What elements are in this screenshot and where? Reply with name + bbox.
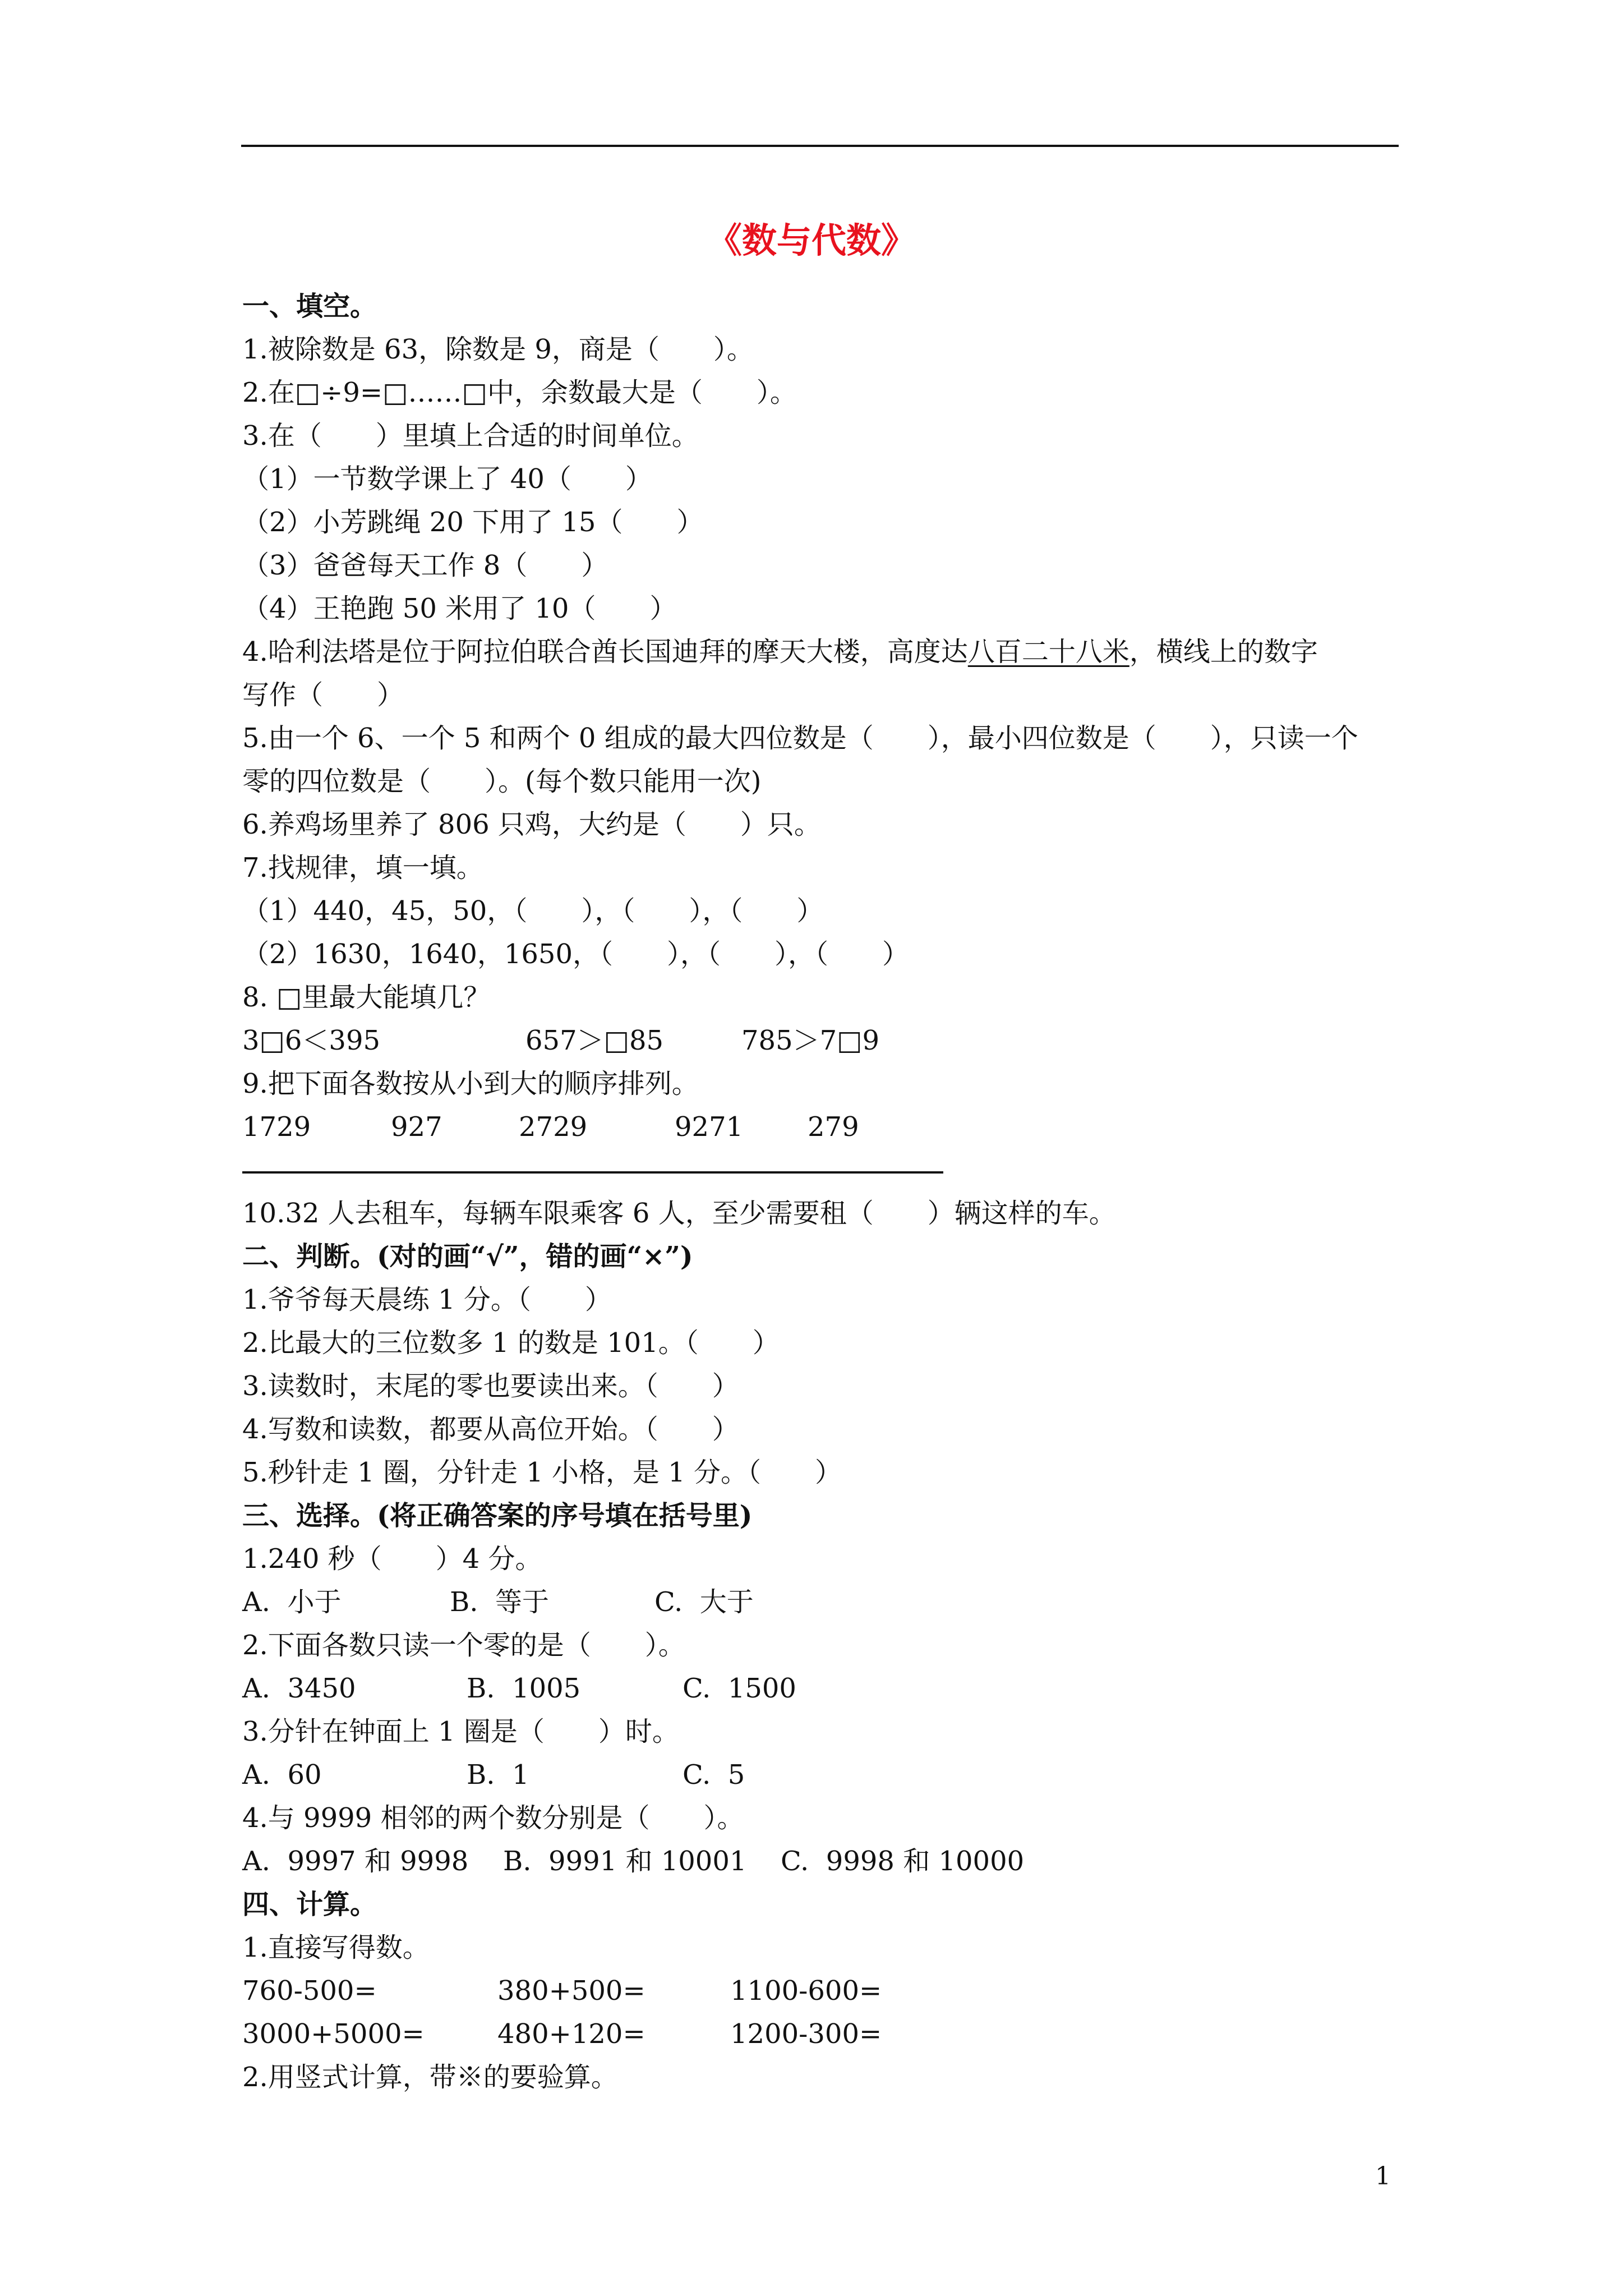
q9-number: 2729 [519, 1111, 588, 1143]
s3-question-3: 3.分针在钟面上 1 圈是（ ）时。 [242, 1716, 679, 1747]
calc-item: 380+500= [497, 1975, 645, 2007]
s3-question-1-options [242, 1581, 1409, 1624]
s3-question-3-options [242, 1754, 1409, 1797]
s1-question-9-items [242, 1106, 1409, 1149]
q8-item: 657＞□85 [525, 1025, 664, 1056]
page-number: 1 [1375, 2162, 1391, 2191]
s3-question-2: 2.下面各数只读一个零的是（ ）。 [242, 1630, 685, 1661]
s1-question-7: 7.找规律，填一填。 [242, 852, 483, 884]
s1-question-4-line-1 [242, 631, 1409, 674]
s1-question-2: 2.在□÷9=□……□中，余数最大是（ ）。 [242, 377, 797, 408]
s1-question-1: 1.被除数是 63，除数是 9，商是（ ）。 [242, 334, 754, 365]
s2-question-4: 4.写数和读数，都要从高位开始。（ ） [242, 1414, 739, 1445]
s4-question-2: 2.用竖式计算，带※的要验算。 [242, 2062, 618, 2093]
calc-item: 480+120= [497, 2018, 645, 2050]
section-2-heading: 二、判断。(对的画“√”，错的画“×”) [242, 1241, 693, 1272]
calc-item: 760-500= [242, 1975, 377, 2007]
q8-item: 3□6＜395 [242, 1025, 381, 1056]
s1-question-10: 10.32 人去租车，每辆车限乘客 6 人，至少需要租（ ）辆这样的车。 [242, 1198, 1116, 1229]
s1-question-5-line-1: 5.由一个 6、一个 5 和两个 0 组成的最大四位数是（ ），最小四位数是（ ），只读一个 [242, 723, 1358, 754]
s3-question-2-options [242, 1667, 1409, 1710]
option-b: B. 等于 [450, 1586, 550, 1618]
s2-question-1: 1.爷爷每天晨练 1 分。（ ） [242, 1284, 612, 1315]
s1-question-6: 6.养鸡场里养了 806 只鸡，大约是（ ）只。 [242, 809, 821, 840]
calc-item: 3000+5000= [242, 2018, 425, 2050]
q9-number: 9271 [675, 1111, 744, 1143]
header-rule [241, 145, 1399, 147]
q4-text-b: ，横线上的数字 [1129, 636, 1318, 668]
calc-item: 1200-300= [730, 2018, 882, 2050]
q4-underlined-number: 八百二十八米 [967, 636, 1129, 668]
s1-question-7-1: （1）440，45，50，（ ），（ ），（ ） [242, 895, 824, 927]
s1-question-7-2: （2）1630，1640，1650，（ ），（ ），（ ） [242, 938, 910, 970]
option-b: B. 1005 [467, 1673, 581, 1704]
s4-question-1: 1.直接写得数。 [242, 1932, 430, 1963]
s1-question-3-2: （2）小芳跳绳 20 下用了 15（ ） [242, 507, 704, 538]
option-c: C. 1500 [683, 1673, 796, 1704]
section-4-heading: 四、计算。 [242, 1889, 377, 1920]
s1-question-3-3: （3）爸爸每天工作 8（ ） [242, 550, 608, 581]
option-b: B. 1 [467, 1759, 529, 1791]
s1-question-9: 9.把下面各数按从小到大的顺序排列。 [242, 1068, 699, 1099]
calc-item: 1100-600= [730, 1975, 882, 2007]
s1-question-3-4: （4）王艳跑 50 米用了 10（ ） [242, 593, 677, 624]
worksheet-body [242, 285, 1409, 2099]
s1-question-4-line-2: 写作（ ） [242, 679, 404, 711]
s4-calc-row-1 [242, 1970, 1409, 2013]
section-3-heading: 三、选择。(将正确答案的序号填在括号里) [242, 1500, 753, 1531]
page-title: 《数与代数》 [707, 220, 916, 261]
option-a: A. 3450 [242, 1673, 356, 1704]
q9-number: 279 [808, 1111, 859, 1143]
s3-question-4: 4.与 9999 相邻的两个数分别是（ ）。 [242, 1802, 744, 1834]
option-c: C. 9998 和 10000 [781, 1846, 1025, 1877]
q9-number: 927 [391, 1111, 442, 1143]
option-a: A. 小于 [242, 1586, 342, 1618]
s1-question-3: 3.在（ ）里填上合适的时间单位。 [242, 420, 699, 452]
s1-question-8-items [242, 1019, 1409, 1062]
option-a: A. 9997 和 9998 [242, 1846, 469, 1877]
s1-question-3-1: （1）一节数学课上了 40（ ） [242, 463, 652, 495]
q4-text-a: 4.哈利法塔是位于阿拉伯联合酋长国迪拜的摩天大楼，高度达 [242, 636, 968, 668]
option-a: A. 60 [242, 1759, 322, 1791]
s2-question-3: 3.读数时，末尾的零也要读出来。（ ） [242, 1370, 739, 1402]
s3-question-1: 1.240 秒（ ）4 分。 [242, 1543, 542, 1575]
option-c: C. 5 [683, 1759, 745, 1791]
s4-calc-row-2 [242, 2013, 1409, 2056]
section-1-heading: 一、填空。 [242, 291, 377, 322]
option-b: B. 9991 和 10001 [503, 1846, 747, 1877]
s1-question-8: 8. □里最大能填几？ [242, 982, 491, 1013]
s2-question-2: 2.比最大的三位数多 1 的数是 101。（ ） [242, 1327, 780, 1359]
q9-number: 1729 [242, 1111, 311, 1143]
option-c: C. 大于 [654, 1586, 754, 1618]
s3-question-4-options [242, 1840, 1409, 1883]
q9-answer-line [242, 1149, 1409, 1192]
q8-item: 785＞7□9 [741, 1025, 880, 1056]
s1-question-5-line-2: 零的四位数是（ ）。(每个数只能用一次) [242, 766, 762, 797]
s2-question-5: 5.秒针走 1 圈，分针走 1 小格，是 1 分。（ ） [242, 1457, 842, 1488]
